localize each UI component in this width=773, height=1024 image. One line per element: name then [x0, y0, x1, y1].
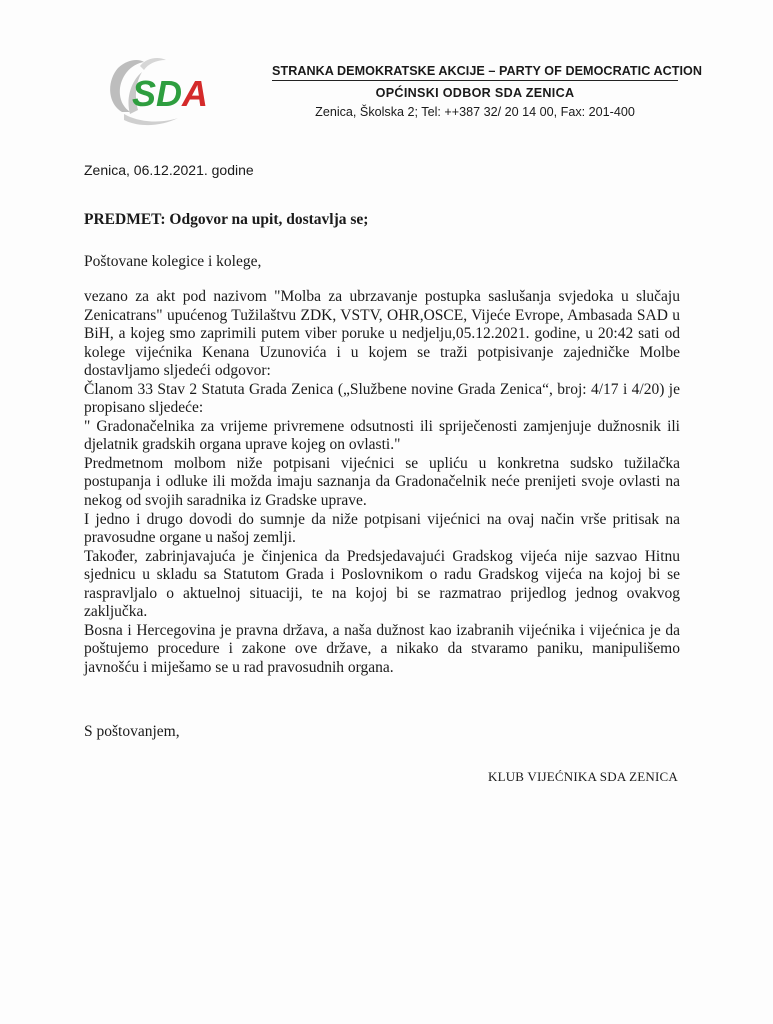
body-paragraph: Članom 33 Stav 2 Statuta Grada Zenica („Službene novine Grada Zenica“, broj: 4/17 i 4/20) je propisano sljedeće: [84, 380, 680, 417]
party-name: STRANKA DEMOKRATSKE AKCIJE – PARTY OF DEMOCRATIC ACTION [272, 64, 678, 81]
contact-address: Zenica, Školska 2; Tel: ++387 32/ 20 14 00, Fax: 201-400 [315, 105, 635, 119]
body-paragraph: I jedno i drugo dovodi do sumnje da niže potpisani vijećnici na ovaj način vrše pritisak na pravosudne organe u našoj zemlji. [84, 510, 680, 547]
body-paragraph: " Gradonačelnika za vrijeme privremene odsutnosti ili spriječenosti zamjenjuje dužnosnik ili djelatnik gradskih organa uprave kojeg on ovlasti." [84, 417, 680, 454]
letter-date: Zenica, 06.12.2021. godine [84, 162, 254, 178]
letter-closing: S poštovanjem, [84, 723, 180, 740]
sda-party-logo [100, 52, 240, 130]
letter-subject: PREDMET: Odgovor na upit, dostavlja se; [84, 211, 369, 228]
body-paragraph: Predmetnom molbom niže potpisani vijećnici se upliću u konkretna sudsko tužilačka postupanja i odluke ili možda imaju saznanja da Gradonačelnik neće prenijeti svoje ovlasti na nekog od svojih saradnika iz Gradske uprave. [84, 454, 680, 510]
body-paragraph: vezano za akt pod nazivom "Molba za ubrzavanje postupka saslušanja svjedoka u slučaju Zenicatrans" upućenog Tužilaštvu ZDK, VSTV, OHR,OSCE, Vijeće Evrope, Ambasada SAD u BiH, a kojeg smo zaprimili putem viber poruke u nedjelju,05.12.2021. godine, u 20:42 sati od kolege vijećnika Kenana Uzunovića i u kojem se traži potpisivanje zajedničke Molbe dostavljamo sljedeći odgovor: [84, 288, 680, 380]
body-paragraph: Također, zabrinjavajuća je činjenica da Predsjedavajući Gradskog vijeća nije sazvao Hitnu sjednicu u skladu sa Statutom Grada i Poslovnikom o radu Gradskog vijeća na kojoj bi se raspravljalo o aktuelnoj situaciji, te na kojoj bi se razmatrao prijedlog jednog ovakvog zaključka. [84, 547, 680, 621]
letter-signature: KLUB VIJEĆNIKA SDA ZENICA [487, 769, 678, 784]
board-name: OPĆINSKI ODBOR SDA ZENICA [375, 86, 575, 100]
letter-salutation: Poštovane kolegice i kolege, [84, 253, 262, 270]
body-paragraph: Bosna i Hercegovina je pravna država, a naša dužnost kao izabranih vijećnika i vijećnica je da poštujemo procedure i zakone ove države, a nikako da stvaramo paniku, manipulišemo javnošću i miješamo se u rad pravosudnih organa. [84, 621, 680, 676]
letterhead [272, 64, 703, 119]
letter-body [84, 288, 680, 677]
logo-letters: SDA [132, 73, 209, 114]
